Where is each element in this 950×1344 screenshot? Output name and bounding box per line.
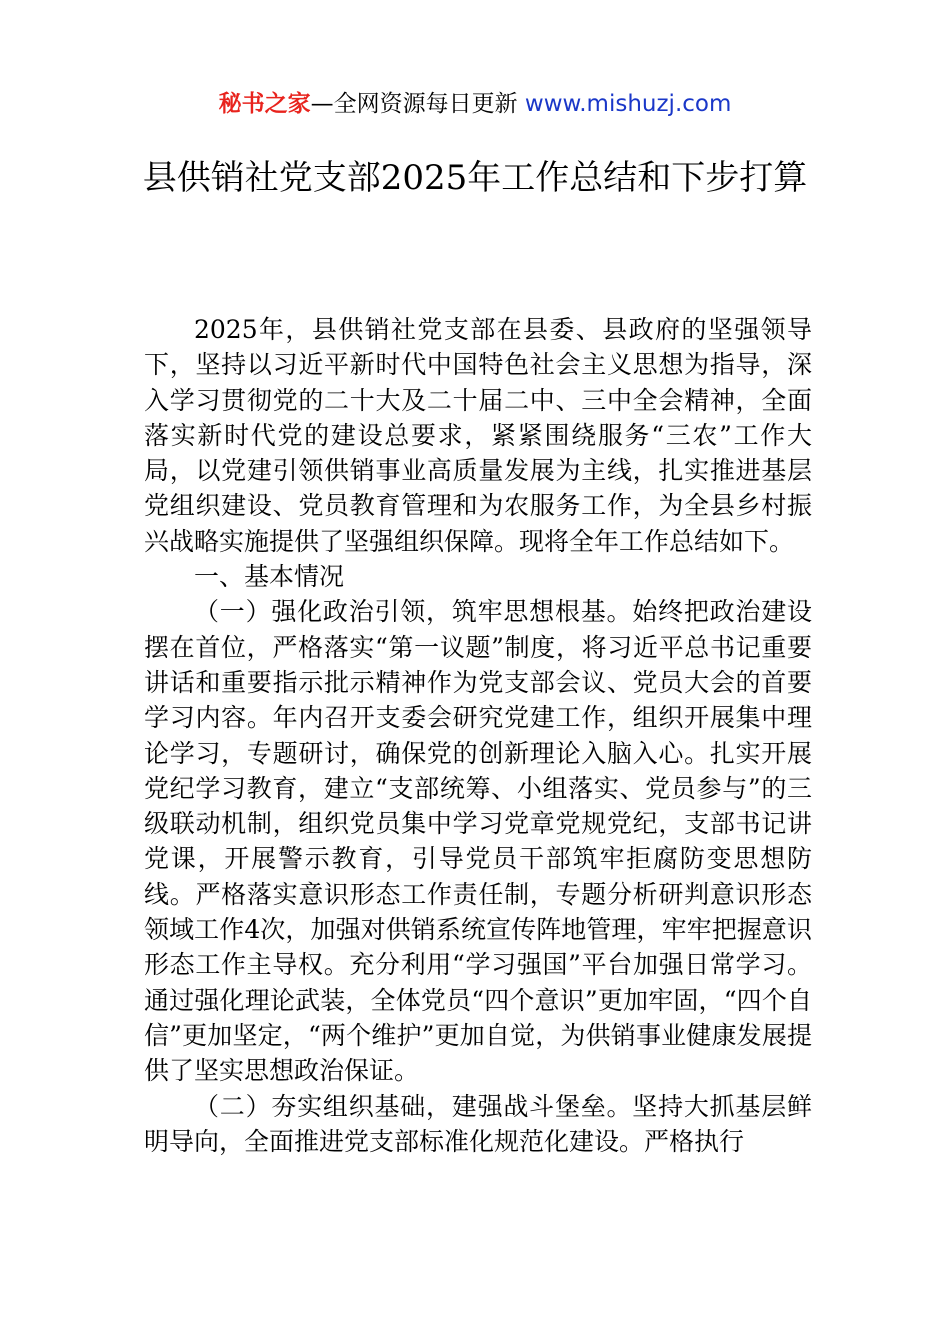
section-paragraph-1: （一）强化政治引领，筑牢思想根基。始终把政治建设摆在首位，严格落实“第一议题”制度，将习近平总书记重要讲话和重要指示批示精神作为党支部会议、党员大会的首要学习内容。年内召开支委会研究党建工作，组织开展集中理论学习，专题研讨，确保党的创新理论入脑入心。扎实开展党纪学习教育，建立“支部统筹、小组落实、党员参与”的三级联动机制，组织党员集中学习党章党规党纪，支部书记讲党课，开展警示教育，引导党员干部筑牢拒腐防变思想防线。严格落实意识形态工作责任制，专题分析研判意识形态领域工作4次，加强对供销系统宣传阵地管理，牢牢把握意识形态工作主导权。充分利用“学习强国”平台加强日常学习。通过强化理论武装，全体党员“四个意识”更加牢固，“四个自信”更加坚定，“两个维护”更加自觉，为供销事业健康发展提供了坚实思想政治保证。 xyxy=(144,597,812,1086)
site-url-link[interactable]: www.mishuzj.com xyxy=(524,91,732,117)
document-title: 县供销社党支部2025年工作总结和下步打算 xyxy=(142,158,808,198)
section-paragraph-2: （二）夯实组织基础，建强战斗堡垒。坚持大抓基层鲜明导向，全面推进党支部标准化规范化建设。严格执行 xyxy=(144,1091,812,1156)
site-header xyxy=(0,88,950,120)
site-tagline: —全网资源每日更新 xyxy=(310,91,525,117)
site-brand: 秘书之家 xyxy=(218,91,311,117)
section-heading: 一、基本情况 xyxy=(194,562,345,592)
document-body xyxy=(144,312,812,1159)
intro-paragraph: 2025年，县供销社党支部在县委、县政府的坚强领导下，坚持以习近平新时代中国特色社会主义思想为指导，深入学习贯彻党的二十大及二十届二中、三中全会精神，全面落实新时代党的建设总要求，紧紧围绕服务“三农”工作大局，以党建引领供销事业高质量发展为主线，扎实推进基层党组织建设、党员教育管理和为农服务工作，为全县乡村振兴战略实施提供了坚强组织保障。现将全年工作总结如下。 xyxy=(144,315,812,556)
